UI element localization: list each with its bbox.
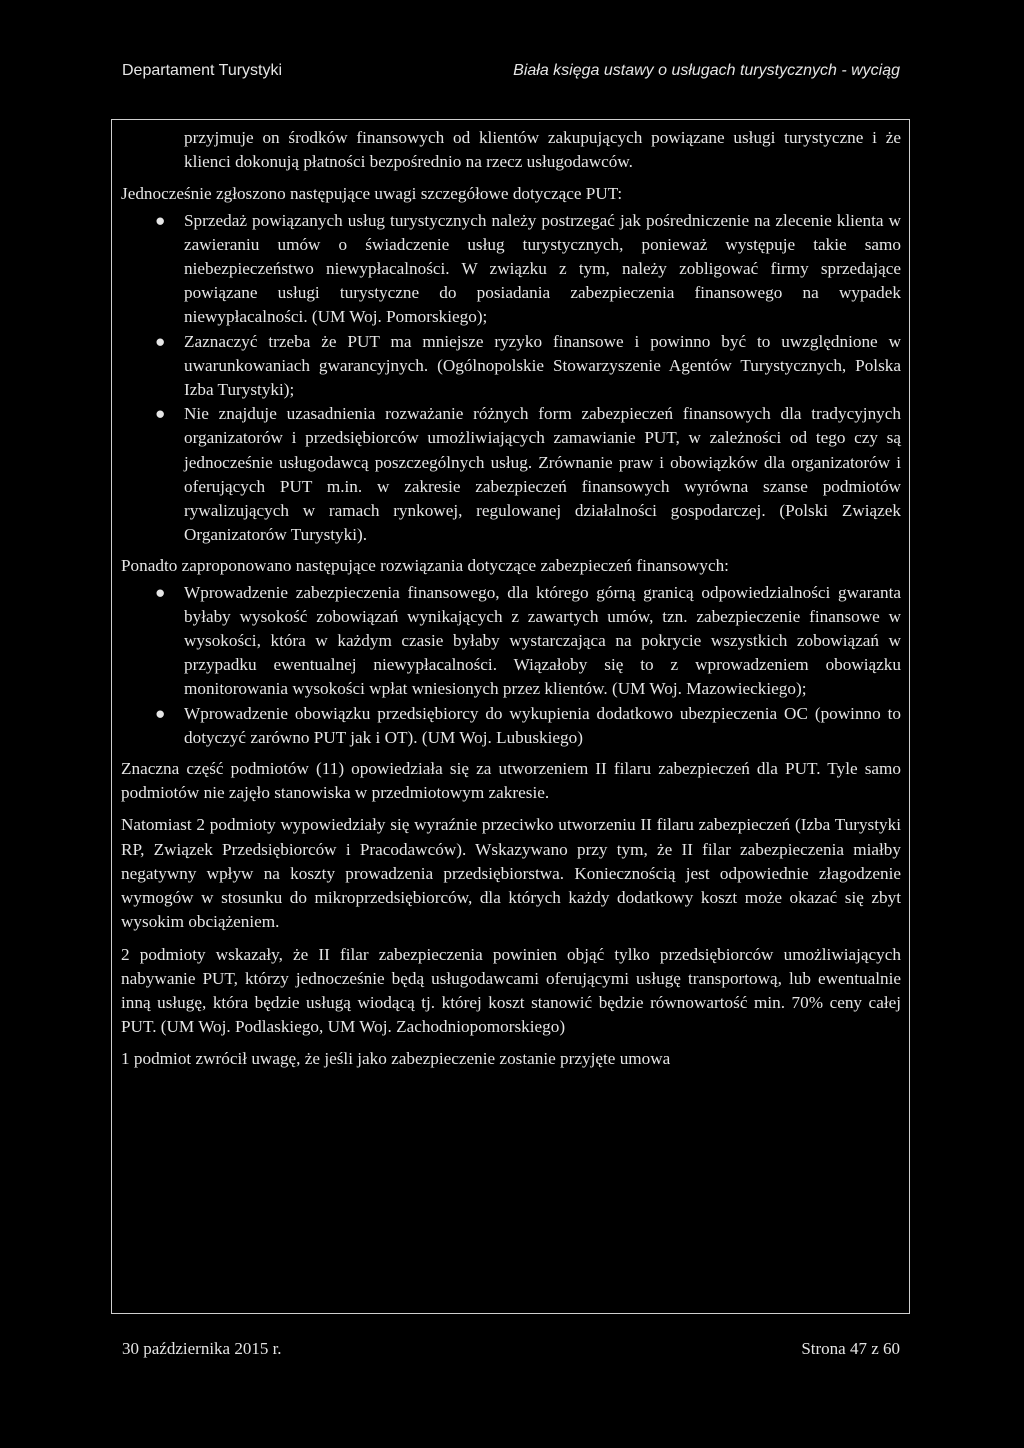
paragraph: 1 podmiot zwrócił uwagę, że jeśli jako zabezpieczenie zostanie przyjęte umowa xyxy=(121,1049,671,1069)
section1-list xyxy=(121,209,901,548)
list-item-text: Wprowadzenie obowiązku przedsiębiorcy do wykupienia dodatkowo ubezpieczenia OC (powinno to dotyczyć zarówno PUT jak i OT). (UM Woj. Lubuskiego) xyxy=(184,703,901,747)
list-item xyxy=(121,402,901,547)
bullet-icon: ● xyxy=(155,404,166,424)
intro-continuation: przyjmuje on środków finansowych od klientów zakupujących powiązane usługi turystyczne i że klienci dokonują płatności bezpośrednio na rzecz usługodawców. xyxy=(184,128,901,172)
bullet-icon: ● xyxy=(155,703,166,723)
content-frame xyxy=(111,119,910,1314)
page-footer xyxy=(122,1339,900,1363)
document-body xyxy=(121,126,901,1080)
bullet-icon: ● xyxy=(155,210,166,230)
paragraph: Natomiast 2 podmioty wypowiedziały się wyraźnie przeciwko utworzeniu II filaru zabezpieczeń (Izba Turystyki RP, Związek Przedsiębiorców i Pracodawców). Wskazywano przy tym, że II filar zabezpieczenia miałby negatywny wpływ na koszty prowadzenia przedsiębiorstwa. Koniecznością jest odpowiednie złagodzenie wymogów w stosunku do mikroprzedsiębiorców, dla których każdy dodatkowy koszt może okazać się zbyt wysokim obciążeniem. xyxy=(121,815,901,932)
list-item-text: Wprowadzenie zabezpieczenia finansowego, dla którego górną granicą odpowiedzialności gwaranta byłaby wysokość zobowiązań wynikających z zawartych umów, tzn. zabezpieczenie finansowe w wysokości, która w każdym czasie byłaby wystarczająca na pokrycie wszystkich zobowiązań w przypadku ewentualnej niewypłacalności. Wiązałoby się to z wprowadzeniem obowiązku monitorowania wysokości wpłat wniesionych przez klientów. (UM Woj. Mazowieckiego); xyxy=(184,582,901,699)
bullet-icon: ● xyxy=(155,331,166,351)
paragraph: 2 podmioty wskazały, że II filar zabezpieczenia powinien objąć tylko przedsiębiorców umożliwiających nabywanie PUT, którzy jednocześnie będą usługodawcami oferującymi usługę transportową, lub ewentualnie inną usługę, która będzie usługą wiodącą tj. której koszt stanowić będzie równowartość min. 70% ceny całej PUT. (UM Woj. Podlaskiego, UM Woj. Zachodniopomorskiego) xyxy=(121,944,901,1037)
list-item xyxy=(121,209,901,330)
page-number: Strona 47 z 60 xyxy=(801,1339,900,1358)
footer-date: 30 października 2015 r. xyxy=(122,1339,282,1358)
section2-intro: Ponadto zaproponowano następujące rozwiązania dotyczące zabezpieczeń finansowych: xyxy=(121,556,729,576)
paragraph: Znaczna część podmiotów (11) opowiedziała się za utworzeniem II filaru zabezpieczeń dla PUT. Tyle samo podmiotów nie zajęło stanowiska w przedmiotowym zakresie. xyxy=(121,759,901,803)
page-header xyxy=(122,62,900,88)
section2-list xyxy=(121,581,901,750)
department-name: Departament Turystyki xyxy=(122,62,283,79)
list-item-text: Sprzedaż powiązanych usług turystycznych należy postrzegać jak pośredniczenie na zlecenie klienta w zawieraniu umów o świadczenie usług turystycznych, ponieważ występuje takie samo niebezpieczeństwo niewypłacalności. W związku z tym, należy zobligować firmy sprzedające powiązane usługi turystyczne do posiadania zabezpieczenia finansowego na wypadek niewypłacalności. (UM Woj. Pomorskiego); xyxy=(184,210,901,327)
list-item-text: Zaznaczyć trzeba że PUT ma mniejsze ryzyko finansowe i powinno być to uwzględnione w uwarunkowaniach gwarancyjnych. (Ogólnopolskie Stowarzyszenie Agentów Turystycznych, Polska Izba Turystyki); xyxy=(184,331,901,400)
list-item xyxy=(121,581,901,702)
list-item xyxy=(121,330,901,403)
section1-intro: Jednocześnie zgłoszono następujące uwagi szczegółowe dotyczące PUT: xyxy=(121,184,623,204)
list-item xyxy=(121,702,901,750)
bullet-icon: ● xyxy=(155,582,166,602)
list-item-text: Nie znajduje uzasadnienia rozważanie różnych form zabezpieczeń finansowych dla tradycyjnych organizatorów i przedsiębiorców umożliwiających zamawianie PUT, w zależności od tego czy są jednocześnie usługodawcą poszczególnych usług. Zrównanie praw i obowiązków dla organizatorów i oferujących PUT m.in. w zakresie zabezpieczeń finansowych wyrówna szanse podmiotów rywalizujących w ramach rynkowej, regulowanej działalności gospodarczej. (Polski Związek Organizatorów Turystyki). xyxy=(184,404,901,545)
document-title: Biała księga ustawy o usługach turystycznych - wyciąg xyxy=(513,62,900,79)
